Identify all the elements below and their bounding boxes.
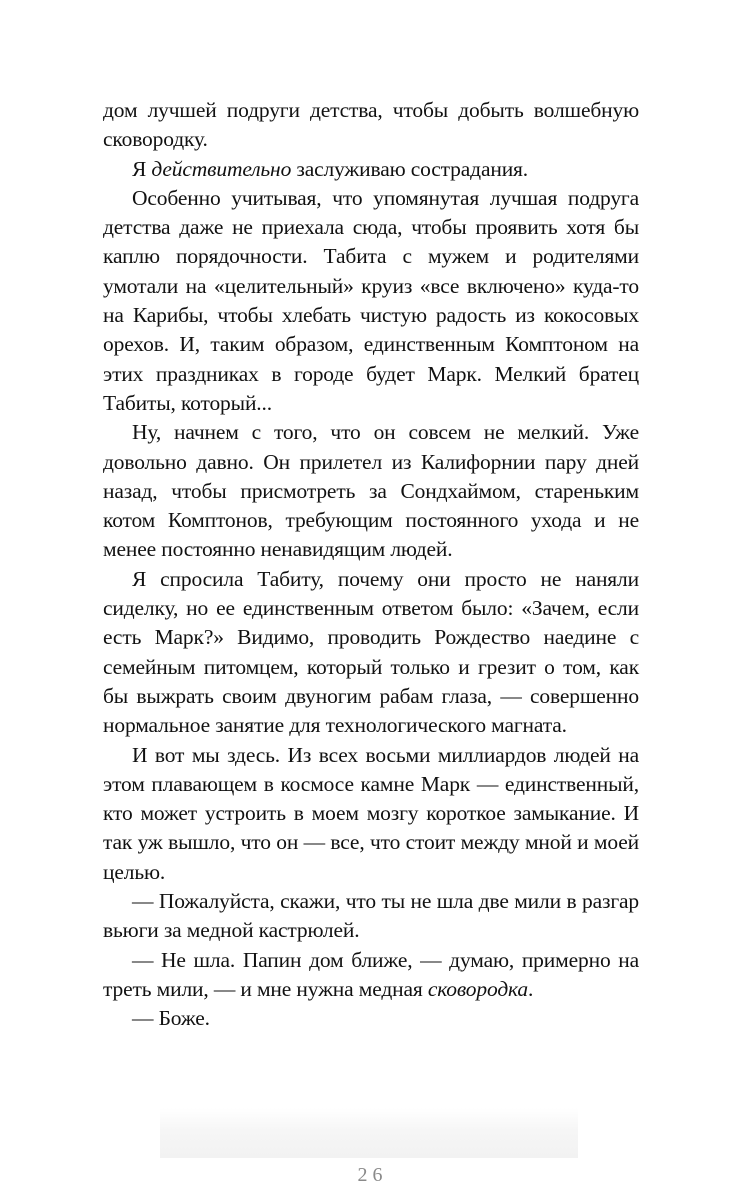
dialogue-did-not-go-start: — Не шла. Папин дом ближе, — думаю, примерно на треть мили, — и мне нужна медная: [103, 947, 639, 1001]
paragraph-not-small: Ну, начнем с того, что он совсем не мелкий. Уже довольно давно. Он прилетел из Калифорнии пару дней назад, чтобы присмотреть за Сондхаймом, стареньким котом Комптонов, требующим постоянного ухода и не менее постоянно ненавидящим людей.: [103, 420, 639, 562]
paragraph-compassion-start: Я: [132, 156, 152, 181]
dialogue-did-not-go: [103, 946, 639, 1005]
paragraph-best-friend: Особенно учитывая, что упомянутая лучшая подруга детства даже не приехала сюда, чтобы проявить хотя бы каплю порядочности. Табита с мужем и родителями умотали на «целительный» круиз «все включено» куда-то на Карибы, чтобы хлебать чистую радость из кокосовых орехов. И, таким образом, единственным Комптоном на этих праздниках в городе будет Марк. Мелкий братец Табиты, который...: [103, 185, 639, 415]
paragraph-compassion: [103, 155, 639, 184]
page-number: 2 6: [357, 1164, 383, 1181]
footer-shade: [160, 1108, 578, 1158]
emphasis-really: действительно: [151, 156, 292, 181]
dialogue-please-say: — Пожалуйста, скажи, что ты не шла две мили в разгар вьюги за медной кастрюлей.: [103, 889, 639, 943]
paragraph-caretaker: Я спросила Табиту, почему они просто не наняли сиделку, но ее единственным ответом было: «Зачем, если есть Марк?» Видимо, проводить Рождество наедине с семейным питомцем, который только и грезит о том, как бы выжрать своим двуногим рабам глаза, — совершенно нормальное занятие для технологического магната.: [103, 566, 639, 738]
paragraph-compassion-end: заслуживаю сострадания.: [291, 156, 529, 181]
emphasis-skillet: сковородка: [427, 976, 529, 1001]
paragraph-continued: дом лучшей подруги детства, чтобы добыть волшебную сковородку.: [103, 98, 639, 152]
body-text: [103, 96, 639, 1034]
dialogue-god: — Боже.: [132, 1006, 210, 1031]
dialogue-did-not-go-end: .: [528, 976, 534, 1001]
paragraph-here-we-are: И вот мы здесь. Из всех восьми миллиардов людей на этом плавающем в космосе камне Марк — единственный, кто может устроить в моем мозгу короткое замыкание. И так уж вышло, что он — все, что стоит между мной и моей целью.: [103, 742, 639, 884]
